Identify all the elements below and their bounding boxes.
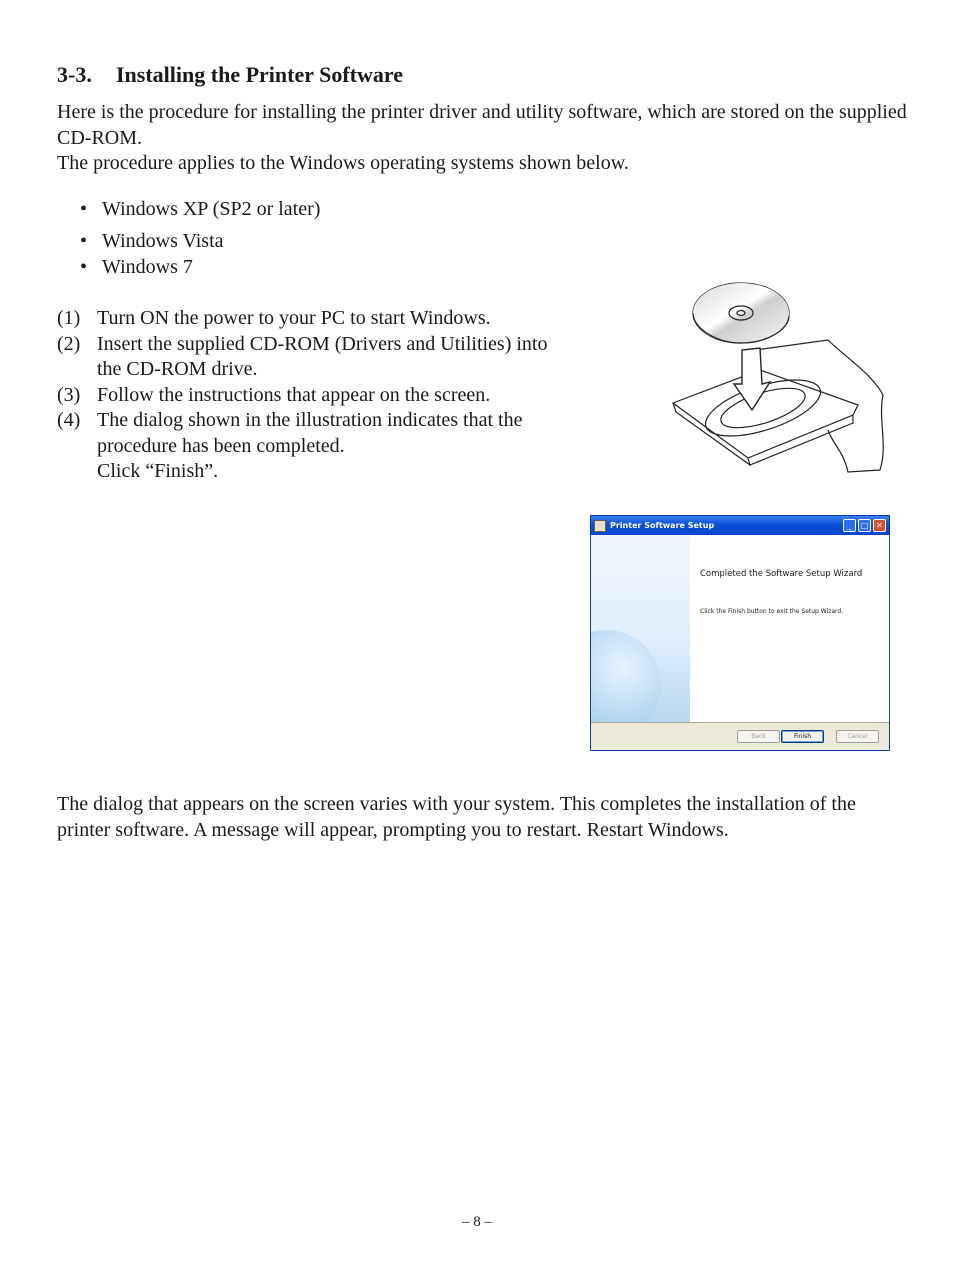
step-number: (2)	[57, 332, 81, 355]
step-text: Insert the supplied CD-ROM (Drivers and Utilities) into the CD-ROM drive.	[97, 332, 548, 380]
section-heading	[57, 62, 403, 88]
intro-paragraph: Here is the procedure for installing the printer driver and utility software, which are stored on the supplied CD-ROM.	[57, 101, 907, 149]
minimize-icon[interactable]: _	[843, 519, 856, 532]
step-number: (4)	[57, 409, 81, 431]
procedure-steps	[57, 306, 552, 485]
step-2	[57, 332, 552, 383]
step-text: The dialog shown in the illustration indicates that the procedure has been completed.	[97, 409, 523, 457]
finish-button[interactable]: Finish	[781, 730, 824, 743]
step-3	[57, 383, 552, 409]
dialog-titlebar[interactable]	[591, 516, 889, 535]
step-1	[57, 306, 552, 332]
close-icon[interactable]: ✕	[873, 519, 886, 532]
step-4-instruction: Click “Finish”.	[97, 460, 219, 482]
wizard-heading: Completed the Software Setup Wizard	[700, 569, 863, 579]
cd-insertion-illustration	[668, 280, 892, 476]
back-button[interactable]: Back	[737, 730, 780, 743]
app-icon	[594, 520, 606, 532]
dialog-body	[591, 535, 889, 722]
dialog-button-bar	[591, 722, 889, 750]
maximize-icon[interactable]: □	[858, 519, 871, 532]
intro-os-sentence: The procedure applies to the Windows operating systems shown below.	[57, 152, 629, 174]
os-item-xp: • Windows XP (SP2 or later)	[80, 196, 320, 222]
os-list	[80, 196, 320, 280]
setup-wizard-dialog	[590, 515, 890, 751]
step-4	[57, 408, 552, 485]
wizard-message: Click the Finish button to exit the Setup Wizard.	[700, 608, 844, 615]
step-number: (3)	[57, 383, 81, 406]
os-item-vista: • Windows Vista	[80, 228, 320, 254]
step-text: Turn ON the power to your PC to start Windows.	[97, 307, 491, 329]
step-number: (1)	[57, 307, 81, 329]
wizard-side-image	[591, 535, 690, 722]
page-number: – 8 –	[462, 1214, 492, 1230]
dialog-title: Printer Software Setup	[610, 521, 715, 530]
closing-paragraph: The dialog that appears on the screen varies with your system. This completes the installation of the printer software. A message will appear, prompting you to restart. Restart Windows.	[57, 793, 856, 841]
os-item-win7: • Windows 7	[80, 254, 320, 280]
section-title: Installing the Printer Software	[116, 62, 403, 87]
section-number: 3-3.	[57, 62, 92, 87]
cancel-button[interactable]: Cancel	[836, 730, 879, 743]
step-text: Follow the instructions that appear on the screen.	[97, 383, 491, 406]
globe-graphic	[591, 630, 661, 722]
